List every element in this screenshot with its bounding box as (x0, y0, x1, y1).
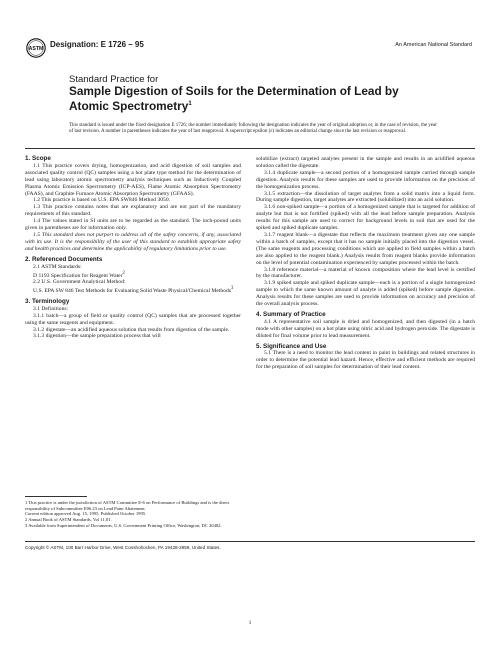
copyright-line: Copyright © ASTM, 100 Barr Harbor Drive, West Conshohocken, PA 19428-2959, United States. (25, 545, 221, 550)
section-heading-summary: 4. Summary of Practice (256, 310, 326, 318)
para-2-1: 2.1 ASTM Standards: (33, 263, 82, 270)
ref-epa-sw846: U.S. EPA SW 846 Test Methods for Evaluating Solid Waste Physical/Chemical Methods$^3$ (33, 286, 234, 295)
footnote-rule (25, 496, 87, 497)
para-2-2: 2.2 U.S. Government Analytical Method: (33, 279, 126, 286)
para-4-1: 4.1 A representative soil sample is dried and homogenized, and then digested (in a batch mode with other samples) on a hot plate using nitric acid and hydrogen peroxide. The digestate is diluted for final volume prior to lead measurement. (256, 318, 475, 339)
footer-divider (25, 541, 475, 542)
document-title (69, 74, 449, 112)
para-3-1-7: 3.1.7 reagent blank—a digestate that reflects the maximum treatment given any one sample within a batch of samples, except that it has no sample initially placed into the digestion vessel. (The same reagents and processing conditions which are applied to field samples within a batch are also applied to the reagent blank.) Analysis results from reagent blanks provide information on the level of potential contamination experienced by samples processed within the batch. (256, 231, 475, 266)
title-line-1: Standard Practice for (69, 74, 159, 85)
section-heading-terminology: 3. Terminology (25, 297, 70, 305)
para-5-1: 5.1 There is a need to monitor the lead content in paint in buildings and related structures in order to determine the potential lead hazard. Hence, effective and efficient methods are required for the preparation of soil samples for determination of their lead content. (256, 350, 475, 371)
title-line-3: Atomic Spectrometry$^1$ (69, 98, 192, 113)
title-line-2: Sample Digestion of Soils for the Determination of Lead by (69, 84, 399, 98)
right-column (256, 156, 475, 371)
footnote-1: 1 This practice is under the jurisdiction of ASTM Committee E-6 on Performance of Buildings and is the direct responsibility of Subcommittee E06.23 on Lead Paint Abatement. (25, 500, 230, 511)
footnote-1b: Current edition approved Aug. 15, 1995. Published October 1995. (25, 511, 147, 517)
para-1-3: 1.3 This practice contains notes that are explanatory and are not part of the mandatory requirements of this standard. (25, 204, 241, 218)
designation: Designation: E 1726 – 95 (50, 40, 144, 49)
para-3-1-5: 3.1.5 extraction—the dissolution of target analytes from a solid matrix into a liquid form. During sample digestion, target analytes are extracted (solubilized) into an acid solution. (256, 190, 475, 204)
page-number: 1 (248, 620, 252, 626)
para-3-1-3-cont: solubilize (extract) targeted analytes present in the sample and results in an acidified aqueous solution called the digestate. (256, 156, 475, 169)
para-3-1-9: 3.1.9 spiked sample and spiked duplicate sample—each is a portion of a single homogenized sample to which the same known amount of analyte is added (spiked) before sample digestion. Analysis results for these samples are used to provide information on accuracy and precision of the overall analysis process. (256, 280, 475, 308)
footnote-3: 3 Available from Superintendent of Documents, U.S. Government Printing Office, Washington, DC 20402. (25, 522, 222, 528)
para-3-1-2: 3.1.2 digestate—an acidified aqueous solution that results from digestion of the sample. (33, 326, 230, 333)
svg-text:ASTM: ASTM (28, 45, 44, 52)
para-3-1-8: 3.1.8 reference material—a material of known composition where the lead level is certified by the manufacturer. (256, 266, 475, 280)
footnote-2: 2 Annual Book of ASTM Standards, Vol 11.01. (25, 517, 112, 523)
astm-logo-icon (26, 38, 46, 58)
ref-d1193: D 1193 Specification for Reagent Water$^2$ (33, 270, 125, 279)
para-1-4: 1.4 The values stated in SI units are to be regarded as the standard. The inch-pound units given in parentheses are for information only. (25, 218, 241, 232)
divider (25, 148, 475, 149)
section-heading-referenced-documents: 2. Referenced Documents (25, 255, 103, 263)
para-1-2: 1.2 This practice is based on U.S. EPA SW846 Method 3050. (33, 197, 171, 204)
para-1-5: 1.5 This standard does not purport to address all of the safety concerns, if any, associated with its use. It is the responsibility of the user of this standard to establish appropriate safety and health practices and determine the applicability of regulatory limitations prior to use. (25, 231, 241, 252)
preamble-note: This standard is issued under the fixed designation E 1726; the number immediately following the designation indicates the year of original adoption or, in the case of revision, the year of last revision. A number in parentheses indicates the year of last reapproval. A superscript epsilon (ε) indicates an editorial change since the last revision or reapproval. (69, 123, 437, 135)
footnotes (25, 500, 241, 529)
section-heading-significance: 5. Significance and Use (256, 342, 327, 350)
standard-type: An American National Standard (395, 42, 472, 48)
para-1-1: 1.1 This practice covers drying, homogenization, and acid digestion of soil samples and associated quality control (QC) samples using a hot plate type method for the determination of lead using laboratory atomic spectrometry analysis techniques such as Inductively Coupled Plasma Atomic Emission Spectrometry (ICP-AES), Flame Atomic Absorption Spectrometry (FAAS), and Graphite Furnace Atomic Absorption Spectrometry (GFAAS). (25, 162, 241, 197)
para-3-1: 3.1 Definitions: (33, 305, 69, 312)
left-column (25, 156, 241, 340)
para-3-1-1: 3.1.1 batch—a group of field or quality control (QC) samples that are processed together using the same reagents and equipment. (25, 312, 241, 326)
para-3-1-4: 3.1.4 duplicate sample—a second portion of a homogenized sample carried through sample digestion. Analysis results for these samples are used to provide information on the precision of the homogenization process. (256, 169, 475, 190)
para-3-1-3: 3.1.3 digestion—the sample preparation process that will (33, 333, 161, 340)
para-3-1-6: 3.1.6 non-spiked sample—a portion of a homogenized sample that is targeted for addition of analyte but that is not fortified (spiked) with all the lead before sample preparation. Analysis results for this sample are used to correct for background levels in soil that are used for the spiked and spiked duplicate samples. (256, 204, 475, 232)
section-heading-scope: 1. Scope (25, 155, 51, 162)
